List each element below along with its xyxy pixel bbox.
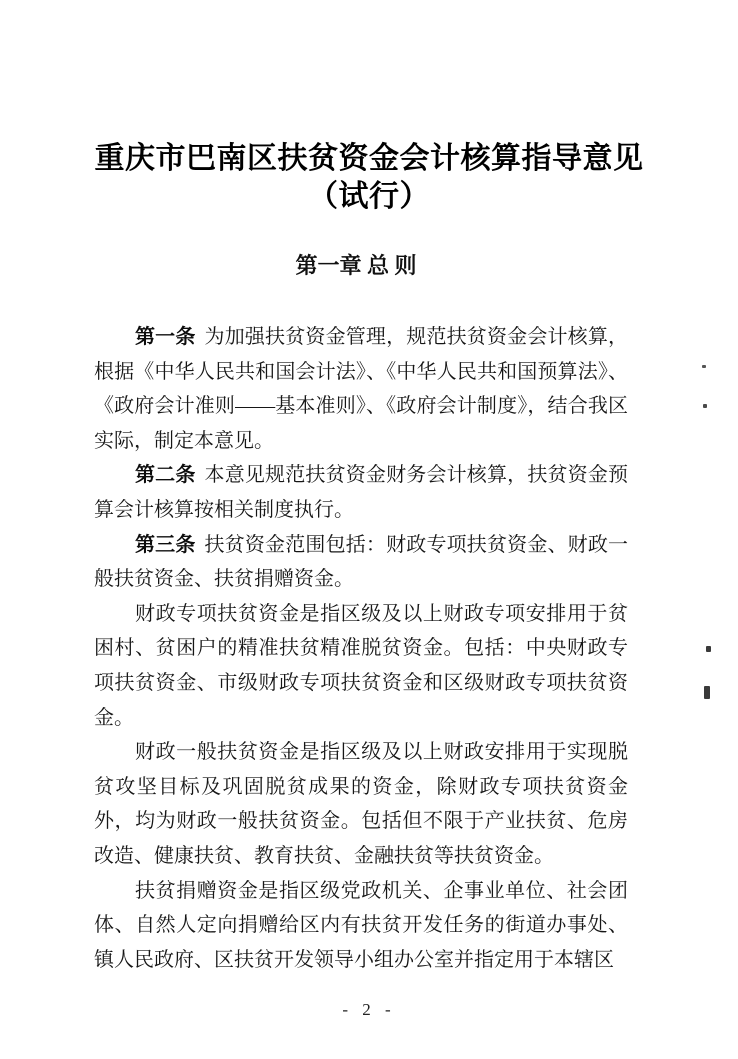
article-3-text: 扶贫资金范围包括：财政专项扶贫资金、财政一般扶贫资金、扶贫捐赠资金。 (94, 533, 629, 591)
paragraph-article-1 (94, 320, 628, 458)
paragraph-special-funds (94, 597, 628, 735)
article-1-lead: 第一条 (135, 326, 196, 348)
scan-speck (702, 365, 706, 368)
paragraph-donation-funds-text: 扶贫捐赠资金是指区级党政机关、企事业单位、社会团体、自然人定向捐赠给区内有扶贫开发任务的街道办事处、镇人民政府、区扶贫开发领导小组办公室并指定用于本辖区 (94, 879, 628, 971)
document-title-line1: 重庆市巴南区扶贫资金会计核算指导意见 (94, 142, 644, 175)
article-2-lead: 第二条 (135, 464, 196, 487)
article-1-text: 为加强扶贫资金管理，规范扶贫资金会计核算，根据《中华人民共和国会计法》、《中华人民共和国预算法》、《政府会计准则——基本准则》、《政府会计制度》，结合我区实际，制定本意见。 (94, 326, 629, 452)
document-body (94, 320, 628, 977)
scan-speck (704, 686, 710, 699)
paragraph-article-3 (94, 528, 628, 597)
page-number: - 2 - (342, 1000, 396, 1019)
scan-speck (706, 646, 711, 652)
paragraph-donation-funds (94, 874, 628, 978)
scan-speck (703, 404, 707, 408)
paragraph-article-2 (94, 458, 628, 527)
paragraph-special-funds-text: 财政专项扶贫资金是指区级及以上财政专项安排用于贫困村、贫困户的精准扶贫精准脱贫资金。包括：中央财政专项扶贫资金、市级财政专项扶贫资金和区级财政专项扶贫资金。 (94, 602, 628, 729)
article-2-text: 本意见规范扶贫资金财务会计核算，扶贫资金预算会计核算按相关制度执行。 (94, 464, 629, 521)
document-title (40, 140, 698, 216)
paragraph-general-funds (94, 735, 628, 873)
paragraph-general-funds-text: 财政一般扶贫资金是指区级及以上财政安排用于实现脱贫攻坚目标及巩固脱贫成果的资金，除财政专项扶贫资金外，均为财政一般扶贫资金。包括但不限于产业扶贫、危房改造、健康扶贫、教育扶贫、金融扶贫等扶贫资金。 (94, 741, 628, 867)
chapter-heading: 第一章 总 则 (295, 253, 417, 278)
document-title-line2: （试行） (308, 180, 430, 213)
article-3-lead: 第三条 (135, 533, 196, 556)
